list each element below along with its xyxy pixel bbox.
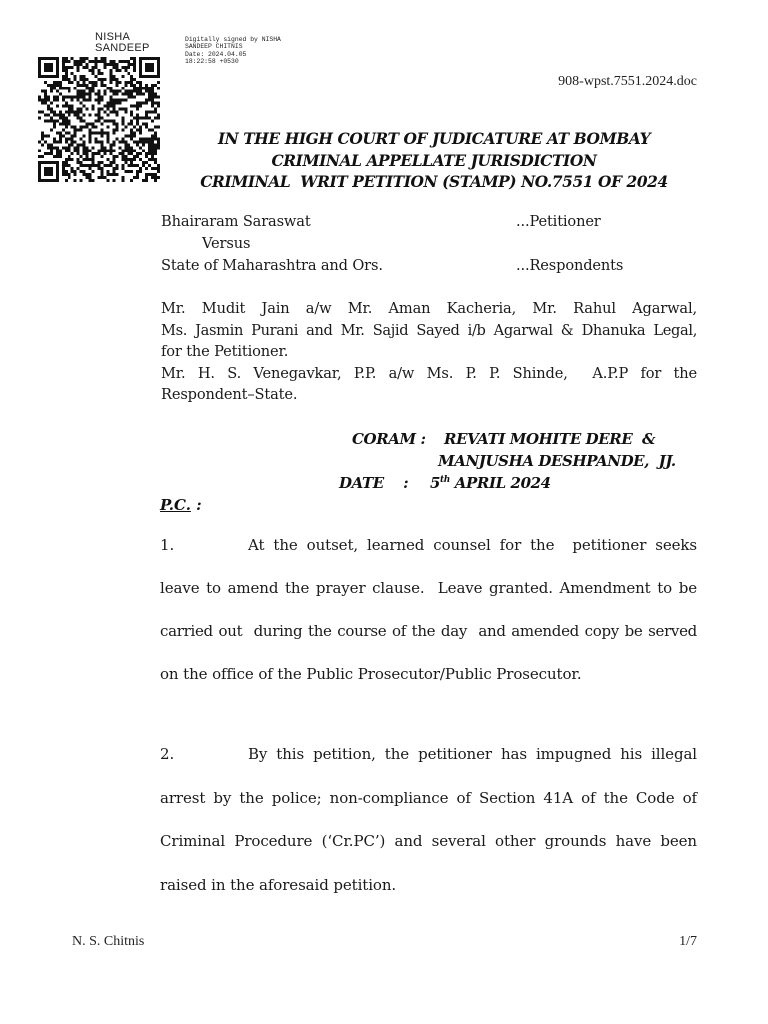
- petitioner-role: ...Petitioner: [516, 213, 601, 230]
- digital-signature-line: SANDEEP CHITNIS: [185, 43, 243, 51]
- date-suffix: th: [440, 475, 450, 485]
- counsel-petitioner-line: Mr. Mudit Jain a/w Mr. Aman Kacheria, Mr. Rahul Agarwal,: [161, 300, 697, 317]
- signer-name-line-1: NISHA: [95, 32, 131, 43]
- paragraph-1-number: 1.: [160, 536, 175, 554]
- pc-heading: [160, 496, 202, 514]
- respondent-name: State of Maharashtra and Ors.: [161, 257, 383, 274]
- respondent-role: ...Respondents: [516, 257, 624, 274]
- counsel-block: [161, 298, 697, 406]
- pc-label: P.C.: [160, 496, 191, 514]
- digital-signature-line: Date: 2024.04.05: [185, 50, 247, 58]
- paragraph-1-line: on the office of the Public Prosecutor/Public Prosecutor.: [160, 665, 582, 683]
- paragraph-2-line: Criminal Procedure (‘Cr.PC’) and several other grounds have been: [160, 832, 697, 850]
- date-month-year: APRIL 2024: [449, 474, 551, 492]
- order-date: [430, 473, 551, 495]
- digital-signature-info: [185, 36, 281, 66]
- coram-judge-1: REVATI MOHITE DERE &: [444, 430, 656, 448]
- paragraph-1-line: carried out during the course of the day and amended copy be served: [160, 622, 697, 640]
- versus-label: Versus: [202, 235, 251, 252]
- coram-label: CORAM :: [352, 430, 426, 448]
- paragraph-1-line: At the outset, learned counsel for the petitioner seeks: [248, 536, 697, 554]
- qr-code-icon: [38, 57, 160, 182]
- footer-page-number: 1/7: [679, 934, 697, 949]
- counsel-petitioner-line: Ms. Jasmin Purani and Mr. Sajid Sayed i/b Agarwal & Dhanuka Legal,: [161, 321, 697, 339]
- date-label: DATE :: [339, 474, 409, 492]
- document-reference: 908-wpst.7551.2024.doc: [558, 74, 697, 89]
- pc-colon: :: [190, 496, 202, 514]
- petition-number: CRIMINAL WRIT PETITION (STAMP) NO.7551 OF 2024: [200, 173, 668, 191]
- counsel-state-line: Respondent–State.: [161, 386, 298, 403]
- petitioner-name: Bhairaram Saraswat: [161, 213, 311, 230]
- court-name: IN THE HIGH COURT OF JUDICATURE AT BOMBAY: [217, 130, 651, 148]
- case-heading: [160, 129, 708, 194]
- paragraph-2-line: arrest by the police; non-compliance of Section 41A of the Code of: [160, 789, 697, 807]
- date-day: 5: [430, 474, 441, 492]
- digital-signature-line: 18:22:58 +0530: [185, 58, 239, 66]
- counsel-petitioner-line: for the Petitioner.: [161, 343, 289, 360]
- paragraph-1-line: leave to amend the prayer clause. Leave granted. Amendment to be: [160, 579, 697, 597]
- signer-name-line-2: SANDEEP: [95, 41, 150, 54]
- jurisdiction: CRIMINAL APPELLATE JURISDICTION: [271, 151, 597, 170]
- paragraph-2-line: raised in the aforesaid petition.: [160, 876, 397, 894]
- paragraph-2-number: 2.: [160, 745, 175, 763]
- digital-signature-line: Digitally signed by NISHA: [185, 36, 281, 43]
- footer-author: N. S. Chitnis: [72, 934, 145, 949]
- counsel-state-line: Mr. H. S. Venegavkar, P.P. a/w Ms. P. P. Shinde, A.P.P for the: [161, 364, 697, 382]
- signer-name: [95, 32, 167, 54]
- paragraph-2-line: By this petition, the petitioner has impugned his illegal: [248, 745, 697, 763]
- coram-judge-2: MANJUSHA DESHPANDE, JJ.: [438, 452, 676, 470]
